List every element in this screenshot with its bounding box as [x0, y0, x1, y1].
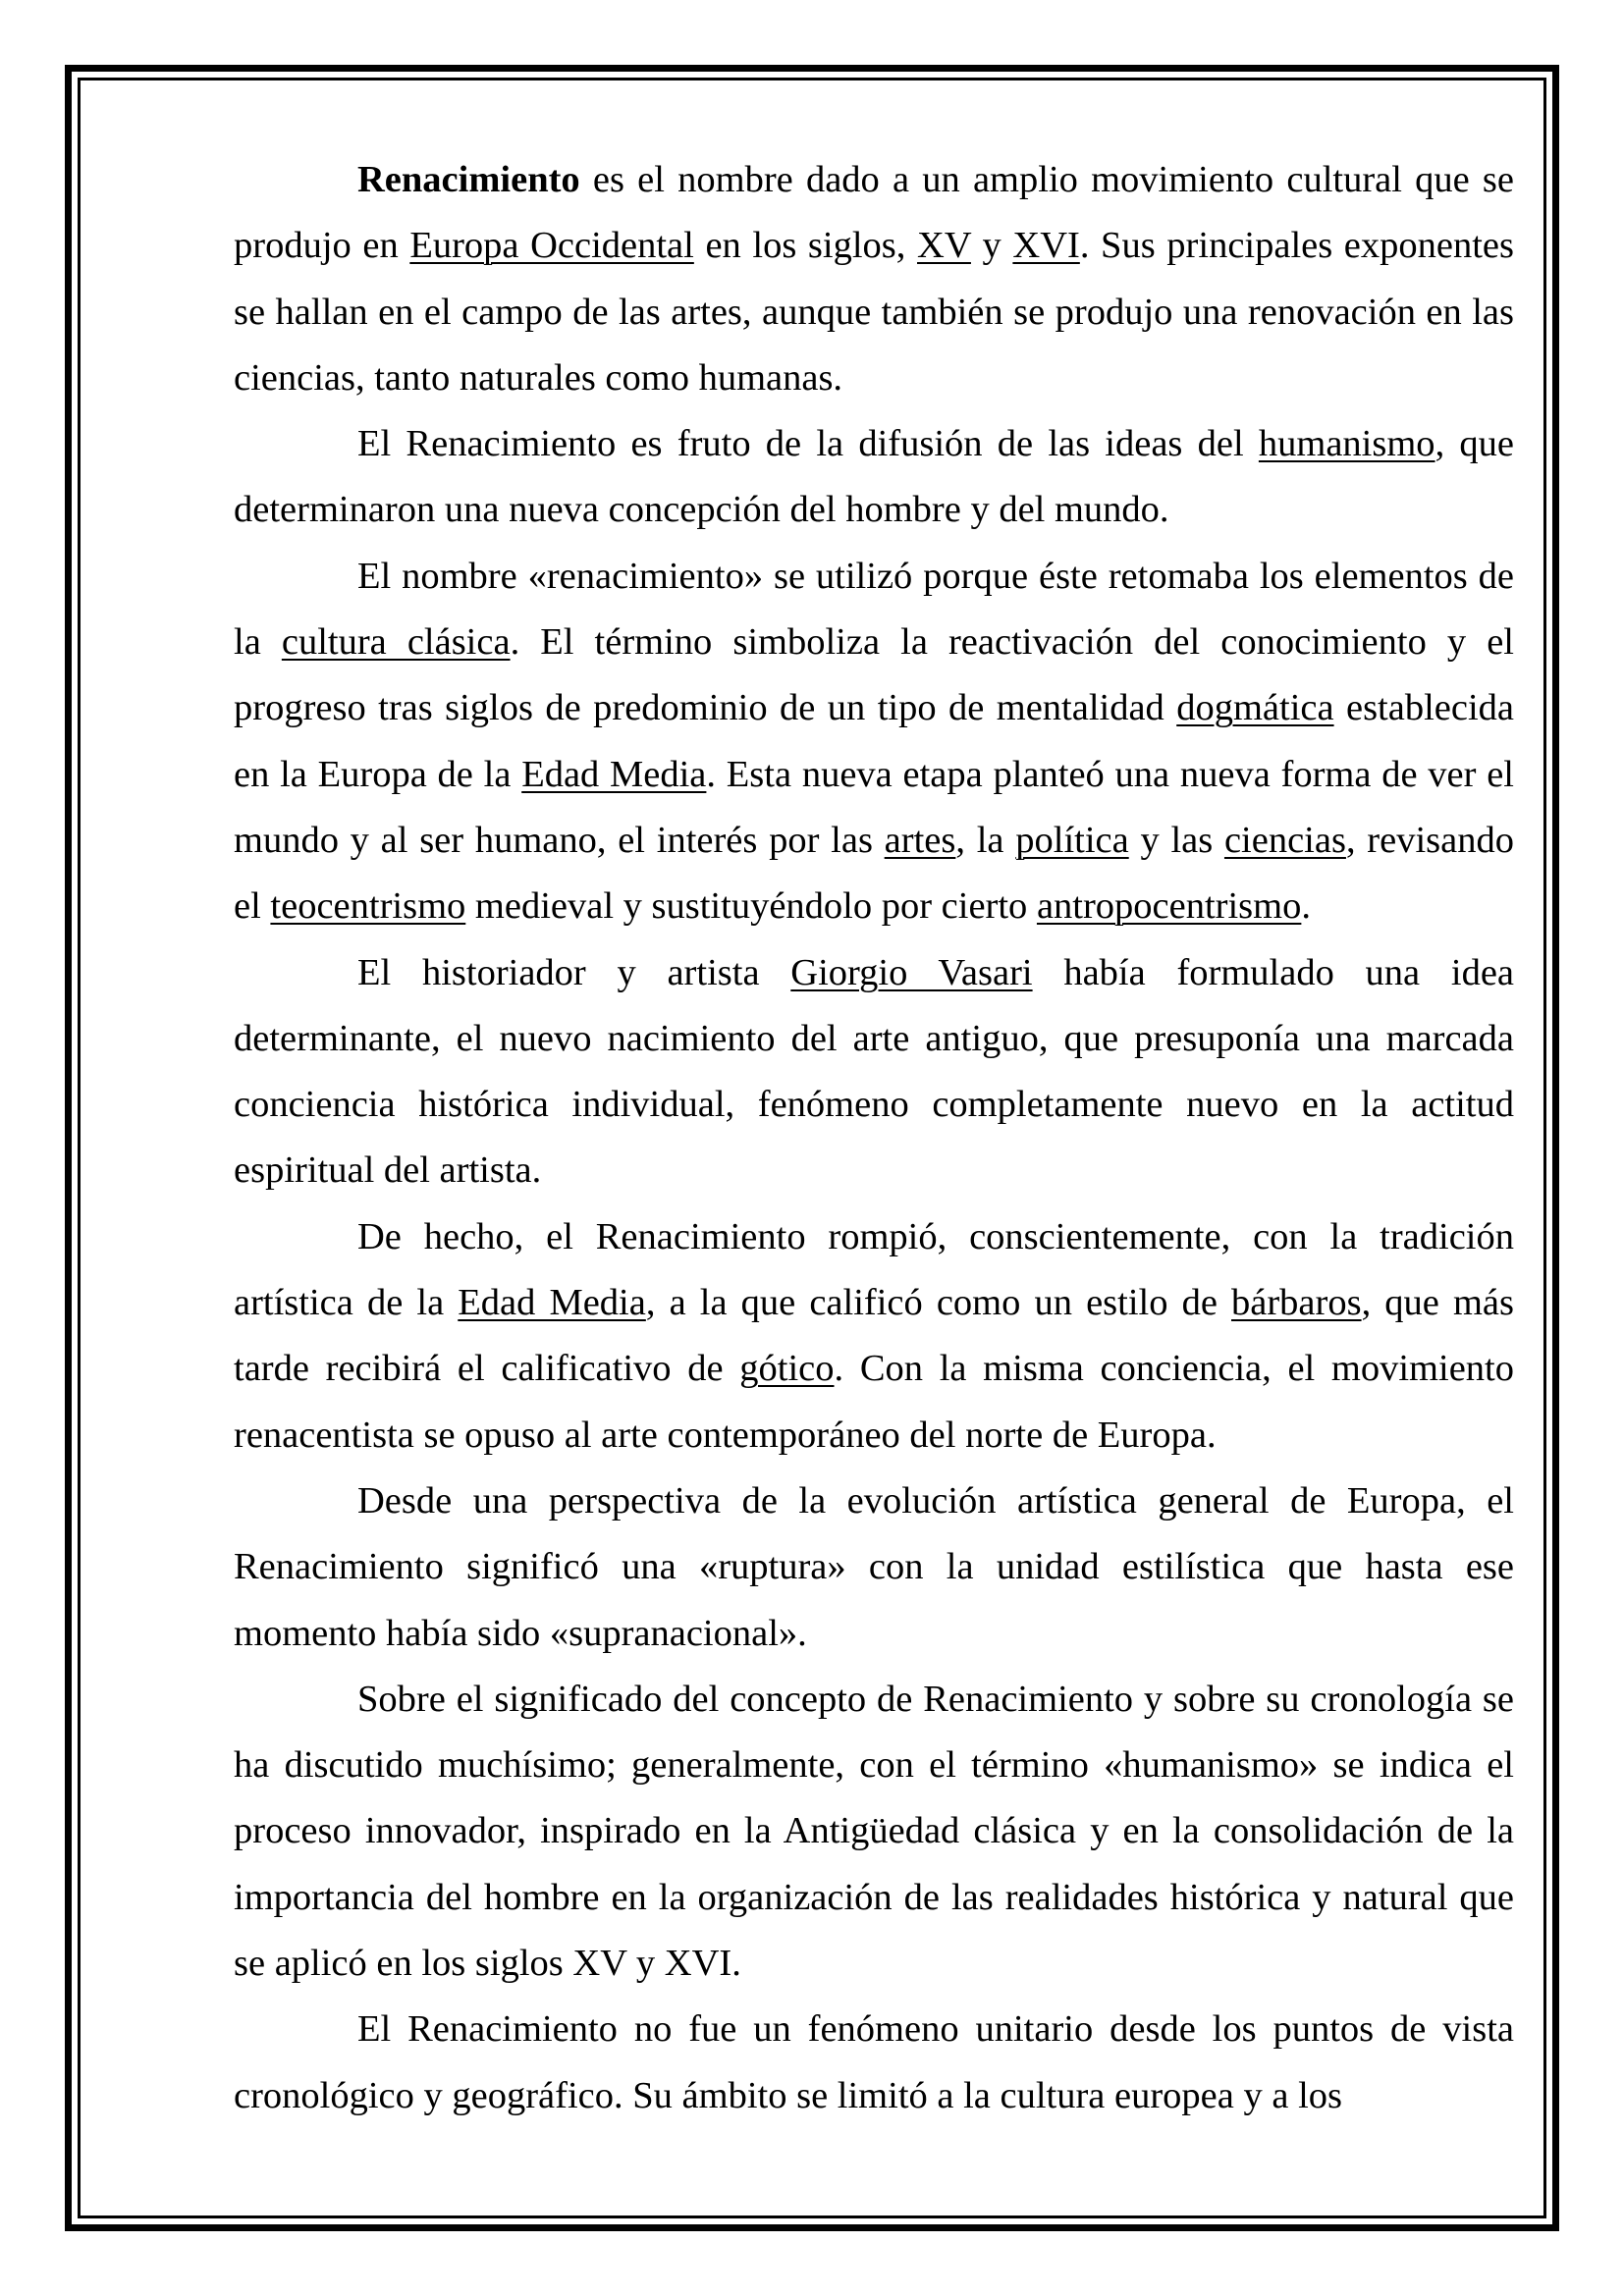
text-run: Sobre el significado del concepto de Renacimiento y sobre su cronología se ha discutido muchísimo; generalmente, con el término «humanismo» se indica el proceso innovador, inspirado en la Antigüedad clásica y en la consolidación de la importancia del hombre en la organización de las realidades histórica y natural que se aplicó en los siglos XV y XVI.: [234, 1678, 1514, 1985]
hyperlink[interactable]: política: [1015, 819, 1129, 861]
text-run: . Con la misma conciencia, el movimiento renacentista se opuso al arte contemporáneo del norte de Europa.: [234, 1348, 1514, 1456]
text-run: El Renacimiento no fue un fenómeno unitario desde los puntos de vista cronológico y geográfico. Su ámbito se limitó a la cultura europea y a los: [234, 2008, 1514, 2116]
paragraph: [234, 147, 1514, 411]
hyperlink[interactable]: teocentrismo: [270, 885, 466, 928]
text-run: medieval y sustituyéndolo por cierto: [465, 885, 1037, 928]
text-run: El historiador y artista: [357, 951, 791, 993]
text-run: y las: [1128, 819, 1224, 861]
text-run: . El término simboliza la reactivación del conocimiento y el progreso tras siglos de predominio de un tipo de mentalidad: [234, 621, 1514, 729]
text-run: Desde una perspectiva de la evolución artística general de Europa, el Renacimiento significó una «ruptura» con la unidad estilística que hasta ese momento había sido «supranacional».: [234, 1479, 1514, 1654]
paragraph: [234, 411, 1514, 544]
hyperlink[interactable]: humanismo: [1258, 423, 1435, 465]
hyperlink[interactable]: dogmática: [1176, 687, 1334, 729]
text-run: . Esta nueva etapa planteó una nueva forma de ver el mundo y al ser humano, el interés por las: [234, 753, 1515, 861]
hyperlink[interactable]: ciencias: [1223, 819, 1346, 861]
paragraph: [234, 1204, 1514, 1468]
text-run: , que más tarde recibirá el calificativo de: [234, 1282, 1515, 1390]
text-run: . Sus principales exponentes se hallan en el campo de las artes, aunque también se produjo una renovación en las ciencias, tanto naturales como humanas.: [234, 225, 1515, 399]
text-run: y: [970, 225, 1013, 267]
text-run: .: [1301, 885, 1311, 928]
text-run: en los siglos,: [693, 225, 918, 267]
paragraph: [234, 1667, 1514, 1997]
hyperlink[interactable]: artes: [884, 819, 956, 861]
hyperlink[interactable]: Edad Media: [521, 753, 707, 795]
hyperlink[interactable]: Europa Occidental: [409, 225, 694, 267]
text-run: , que determinaron una nueva concepción del hombre y del mundo.: [234, 423, 1514, 531]
paragraph: [234, 940, 1514, 1204]
text-run: El nombre «renacimiento» se utilizó porque éste retomaba los elementos de la: [234, 555, 1514, 664]
text-run: es el nombre dado a un amplio movimiento cultural que se produjo en: [234, 159, 1514, 267]
text-run: , la: [955, 819, 1016, 861]
hyperlink[interactable]: Giorgio Vasari: [790, 951, 1033, 993]
hyperlink[interactable]: antropocentrismo: [1036, 885, 1302, 928]
hyperlink[interactable]: Edad Media: [458, 1282, 646, 1324]
text-run: , a la que calificó como un estilo de: [645, 1282, 1232, 1324]
text-run: establecida en la Europa de la: [234, 687, 1515, 795]
text-run: había formulado una idea determinante, el nuevo nacimiento del arte antiguo, que presuponía una marcada conciencia histórica individual, fenómeno completamente nuevo en la actitud espiritual del artista.: [234, 951, 1514, 1192]
hyperlink[interactable]: gótico: [739, 1348, 835, 1390]
paragraph: [234, 1468, 1514, 1667]
hyperlink[interactable]: bárbaros: [1231, 1282, 1362, 1324]
hyperlink[interactable]: XVI: [1012, 225, 1080, 267]
text-run: , revisando el: [234, 819, 1514, 928]
bold-term: Renacimiento: [357, 159, 580, 200]
paragraph: [234, 1997, 1514, 2129]
hyperlink[interactable]: cultura clásica: [281, 621, 511, 664]
text-run: De hecho, el Renacimiento rompió, conscientemente, con la tradición artística de la: [234, 1215, 1514, 1324]
text-run: El Renacimiento es fruto de la difusión de las ideas del: [357, 423, 1259, 465]
hyperlink[interactable]: XV: [917, 225, 971, 267]
document-body: [234, 147, 1514, 2129]
paragraph: [234, 544, 1514, 940]
